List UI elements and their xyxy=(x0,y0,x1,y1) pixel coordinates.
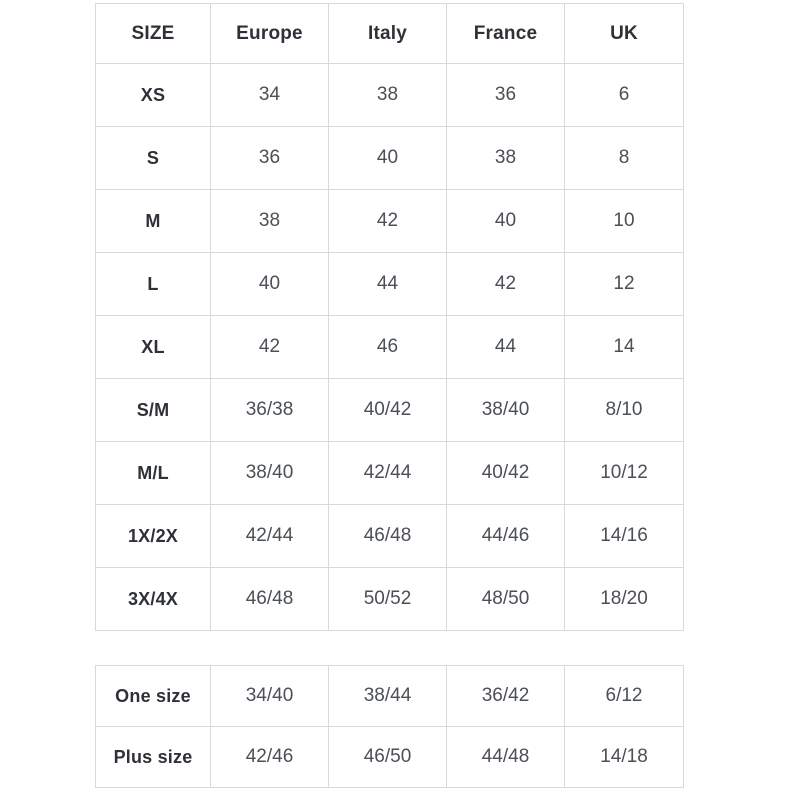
table-row-s xyxy=(96,127,684,190)
cell-value: 40 xyxy=(447,190,565,253)
row-label: L xyxy=(96,253,211,316)
row-label: One size xyxy=(96,666,211,727)
size-conversion-table xyxy=(95,3,684,631)
cell-value: 46/48 xyxy=(211,568,329,631)
table-row-sm xyxy=(96,379,684,442)
row-label: 1X/2X xyxy=(96,505,211,568)
cell-value: 10/12 xyxy=(565,442,684,505)
cell-value: 8/10 xyxy=(565,379,684,442)
row-label: 3X/4X xyxy=(96,568,211,631)
cell-value: 46/48 xyxy=(329,505,447,568)
cell-value: 36 xyxy=(447,64,565,127)
cell-value: 36/42 xyxy=(447,666,565,727)
cell-value: 44/46 xyxy=(447,505,565,568)
cell-value: 38 xyxy=(211,190,329,253)
header-cell-europe: Europe xyxy=(211,4,329,64)
cell-value: 42 xyxy=(329,190,447,253)
table-row-1x2x xyxy=(96,505,684,568)
row-label: S/M xyxy=(96,379,211,442)
cell-value: 34/40 xyxy=(211,666,329,727)
header-row xyxy=(96,4,684,64)
cell-value: 36/38 xyxy=(211,379,329,442)
table-row-one-size xyxy=(96,666,684,727)
cell-value: 14/18 xyxy=(565,727,684,788)
cell-value: 40 xyxy=(211,253,329,316)
special-sizes-table xyxy=(95,665,684,788)
cell-value: 38/44 xyxy=(329,666,447,727)
cell-value: 40/42 xyxy=(329,379,447,442)
table-row-l xyxy=(96,253,684,316)
cell-value: 10 xyxy=(565,190,684,253)
row-label: XL xyxy=(96,316,211,379)
cell-value: 38/40 xyxy=(211,442,329,505)
cell-value: 46/50 xyxy=(329,727,447,788)
header-cell-uk: UK xyxy=(565,4,684,64)
cell-value: 46 xyxy=(329,316,447,379)
cell-value: 12 xyxy=(565,253,684,316)
row-label: XS xyxy=(96,64,211,127)
cell-value: 34 xyxy=(211,64,329,127)
cell-value: 40 xyxy=(329,127,447,190)
cell-value: 48/50 xyxy=(447,568,565,631)
cell-value: 36 xyxy=(211,127,329,190)
table-row-3x4x xyxy=(96,568,684,631)
cell-value: 8 xyxy=(565,127,684,190)
cell-value: 42/44 xyxy=(329,442,447,505)
row-label: M xyxy=(96,190,211,253)
cell-value: 42 xyxy=(447,253,565,316)
cell-value: 14/16 xyxy=(565,505,684,568)
cell-value: 42 xyxy=(211,316,329,379)
cell-value: 6 xyxy=(565,64,684,127)
row-label: Plus size xyxy=(96,727,211,788)
table-row-plus-size xyxy=(96,727,684,788)
table-row-m xyxy=(96,190,684,253)
cell-value: 38/40 xyxy=(447,379,565,442)
cell-value: 44 xyxy=(329,253,447,316)
cell-value: 42/46 xyxy=(211,727,329,788)
table-row-xs xyxy=(96,64,684,127)
cell-value: 42/44 xyxy=(211,505,329,568)
cell-value: 14 xyxy=(565,316,684,379)
table-row-xl xyxy=(96,316,684,379)
header-cell-size: SIZE xyxy=(96,4,211,64)
cell-value: 38 xyxy=(329,64,447,127)
row-label: S xyxy=(96,127,211,190)
cell-value: 44/48 xyxy=(447,727,565,788)
cell-value: 6/12 xyxy=(565,666,684,727)
header-cell-france: France xyxy=(447,4,565,64)
cell-value: 18/20 xyxy=(565,568,684,631)
cell-value: 38 xyxy=(447,127,565,190)
cell-value: 40/42 xyxy=(447,442,565,505)
cell-value: 44 xyxy=(447,316,565,379)
header-cell-italy: Italy xyxy=(329,4,447,64)
cell-value: 50/52 xyxy=(329,568,447,631)
table-row-ml xyxy=(96,442,684,505)
row-label: M/L xyxy=(96,442,211,505)
